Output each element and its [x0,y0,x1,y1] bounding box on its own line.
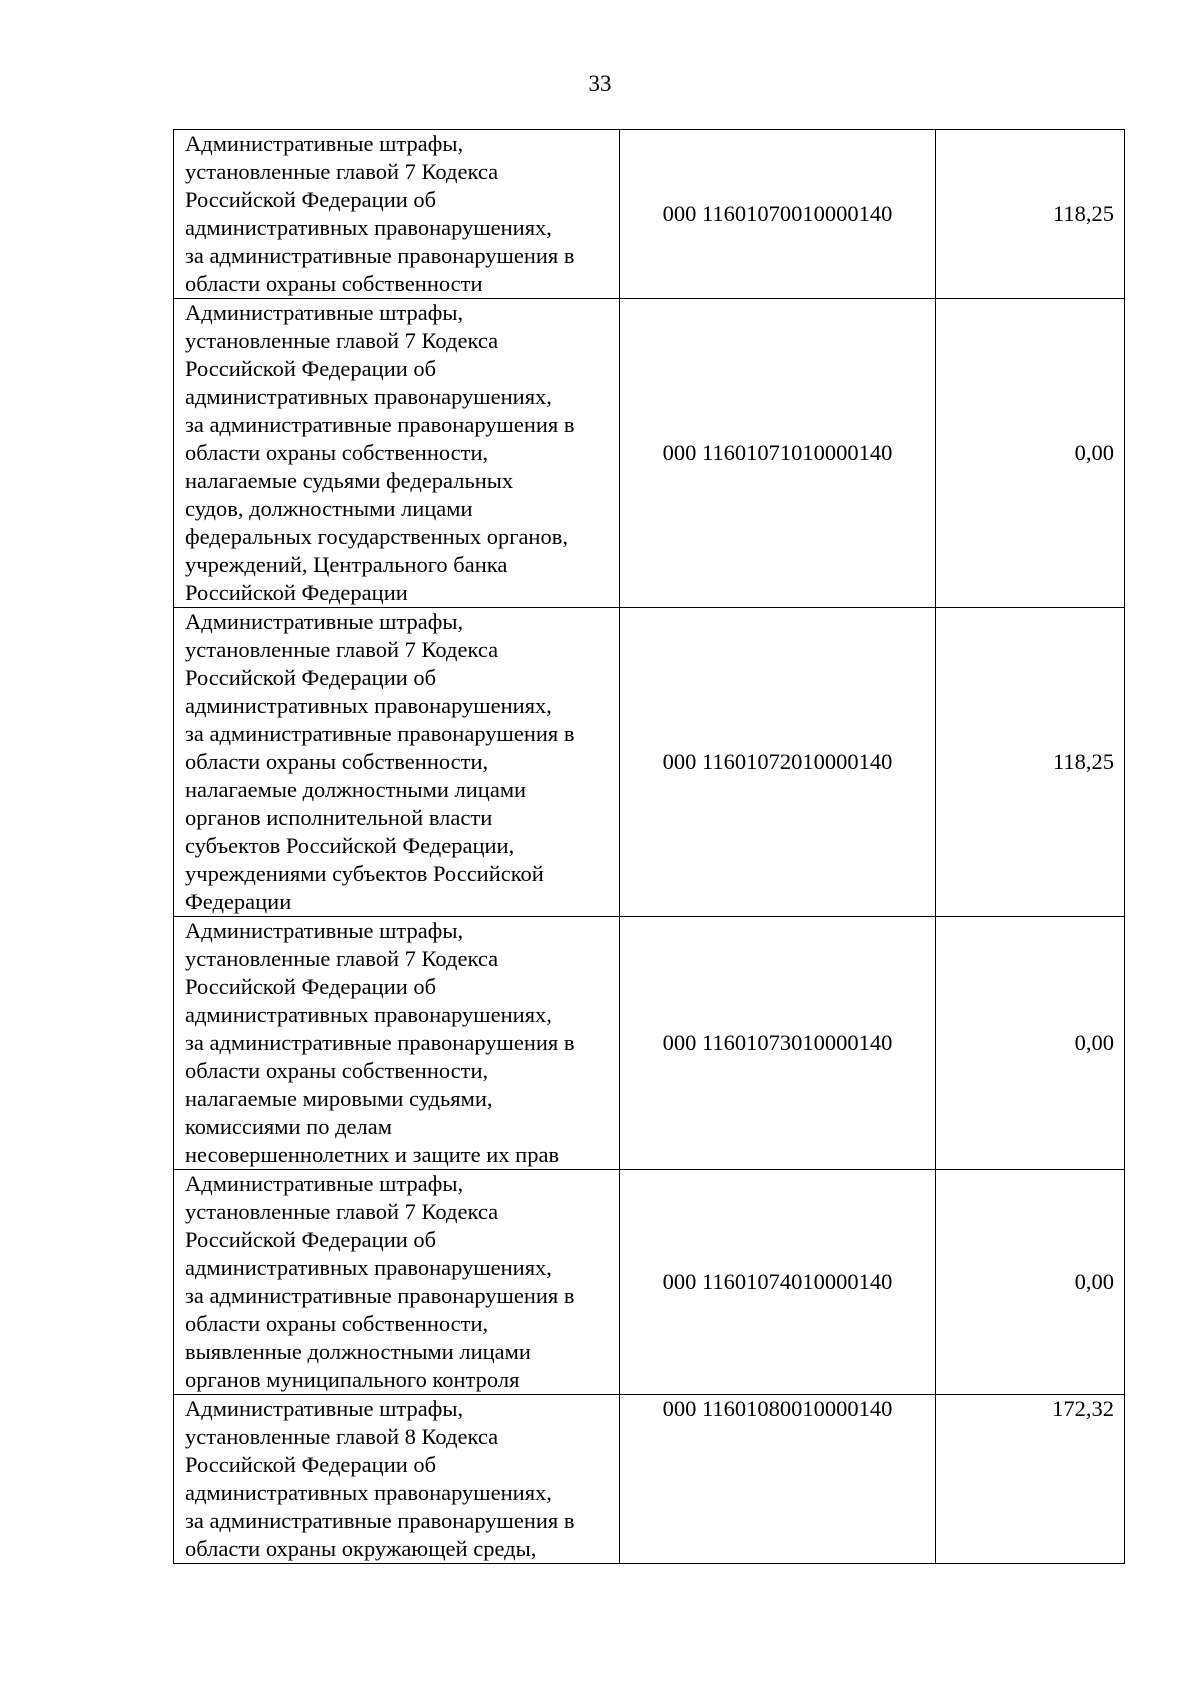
row-description [174,608,620,917]
description-line: установленные главой 7 Кодекса [185,328,499,353]
description-line: органов муниципального контроля [185,1367,520,1392]
table-row [174,1170,1125,1395]
budget-classification-code: 000 11601073010000140 [620,917,936,1170]
description-line: административных правонарушениях, [185,1480,552,1505]
table-row [174,917,1125,1170]
description-line: административных правонарушениях, [185,1255,552,1280]
description-line: за административные правонарушения в [185,1030,575,1055]
description-line: судов, должностными лицами [185,496,473,521]
table-row [174,1395,1125,1564]
row-description [174,917,620,1170]
description-line: Административные штрафы, [185,918,464,943]
description-line: Административные штрафы, [185,300,464,325]
description-line: Российской Федерации об [185,665,437,690]
description-line: Административные штрафы, [185,131,464,156]
row-description [174,130,620,299]
budget-classification-code: 000 11601080010000140 [620,1395,936,1564]
description-line: налагаемые должностными лицами [185,777,527,802]
amount-value: 118,25 [936,608,1125,917]
description-line: установленные главой 7 Кодекса [185,946,499,971]
description-line: Российской Федерации об [185,187,437,212]
row-description [174,1395,620,1564]
amount-value: 0,00 [936,1170,1125,1395]
budget-classification-code: 000 11601071010000140 [620,299,936,608]
description-line: области охраны окружающей среды, [185,1536,537,1561]
row-description [174,1170,620,1395]
description-line: федеральных государственных органов, [185,524,568,549]
description-line: налагаемые мировыми судьями, [185,1086,493,1111]
description-line: за административные правонарушения в [185,1283,575,1308]
description-line: административных правонарушениях, [185,384,552,409]
description-line: области охраны собственности, [185,440,489,465]
amount-value: 0,00 [936,299,1125,608]
description-line: установленные главой 7 Кодекса [185,159,499,184]
description-line: Российской Федерации об [185,1452,437,1477]
description-line: Административные штрафы, [185,1171,464,1196]
budget-classification-code: 000 11601074010000140 [620,1170,936,1395]
description-line: несовершеннолетних и защите их прав [185,1142,560,1167]
amount-value: 118,25 [936,130,1125,299]
description-line: установленные главой 7 Кодекса [185,1199,499,1224]
description-line: Российской Федерации об [185,1227,437,1252]
page-number: 33 [588,71,612,96]
table-row [174,130,1125,299]
description-line: за административные правонарушения в [185,412,575,437]
description-line: области охраны собственности, [185,749,489,774]
description-line: за административные правонарушения в [185,721,575,746]
table-row [174,299,1125,608]
description-line: административных правонарушениях, [185,693,552,718]
description-line: Российской Федерации [185,580,408,605]
row-description [174,299,620,608]
description-line: за административные правонарушения в [185,1508,575,1533]
description-line: Административные штрафы, [185,1396,464,1421]
description-line: комиссиями по делам [185,1114,392,1139]
description-line: органов исполнительной власти [185,805,493,830]
description-line: административных правонарушениях, [185,1002,552,1027]
amount-value: 0,00 [936,917,1125,1170]
description-line: установленные главой 8 Кодекса [185,1424,499,1449]
description-line: установленные главой 7 Кодекса [185,637,499,662]
description-line: учреждениями субъектов Российской [185,861,544,886]
description-line: субъектов Российской Федерации, [185,833,515,858]
description-line: выявленные должностными лицами [185,1339,531,1364]
table-row [174,608,1125,917]
description-line: Федерации [185,889,292,914]
description-line: Административные штрафы, [185,609,464,634]
amount-value: 172,32 [936,1395,1125,1564]
description-line: за административные правонарушения в [185,243,575,268]
description-line: области охраны собственности, [185,1311,489,1336]
description-line: области охраны собственности, [185,1058,489,1083]
budget-classification-code: 000 11601072010000140 [620,608,936,917]
description-line: Российской Федерации об [185,974,437,999]
description-line: административных правонарушениях, [185,215,552,240]
description-line: Российской Федерации об [185,356,437,381]
budget-table [173,129,1125,1564]
budget-classification-code: 000 11601070010000140 [620,130,936,299]
description-line: налагаемые судьями федеральных [185,468,514,493]
description-line: области охраны собственности [185,271,483,296]
description-line: учреждений, Центрального банка [185,552,508,577]
